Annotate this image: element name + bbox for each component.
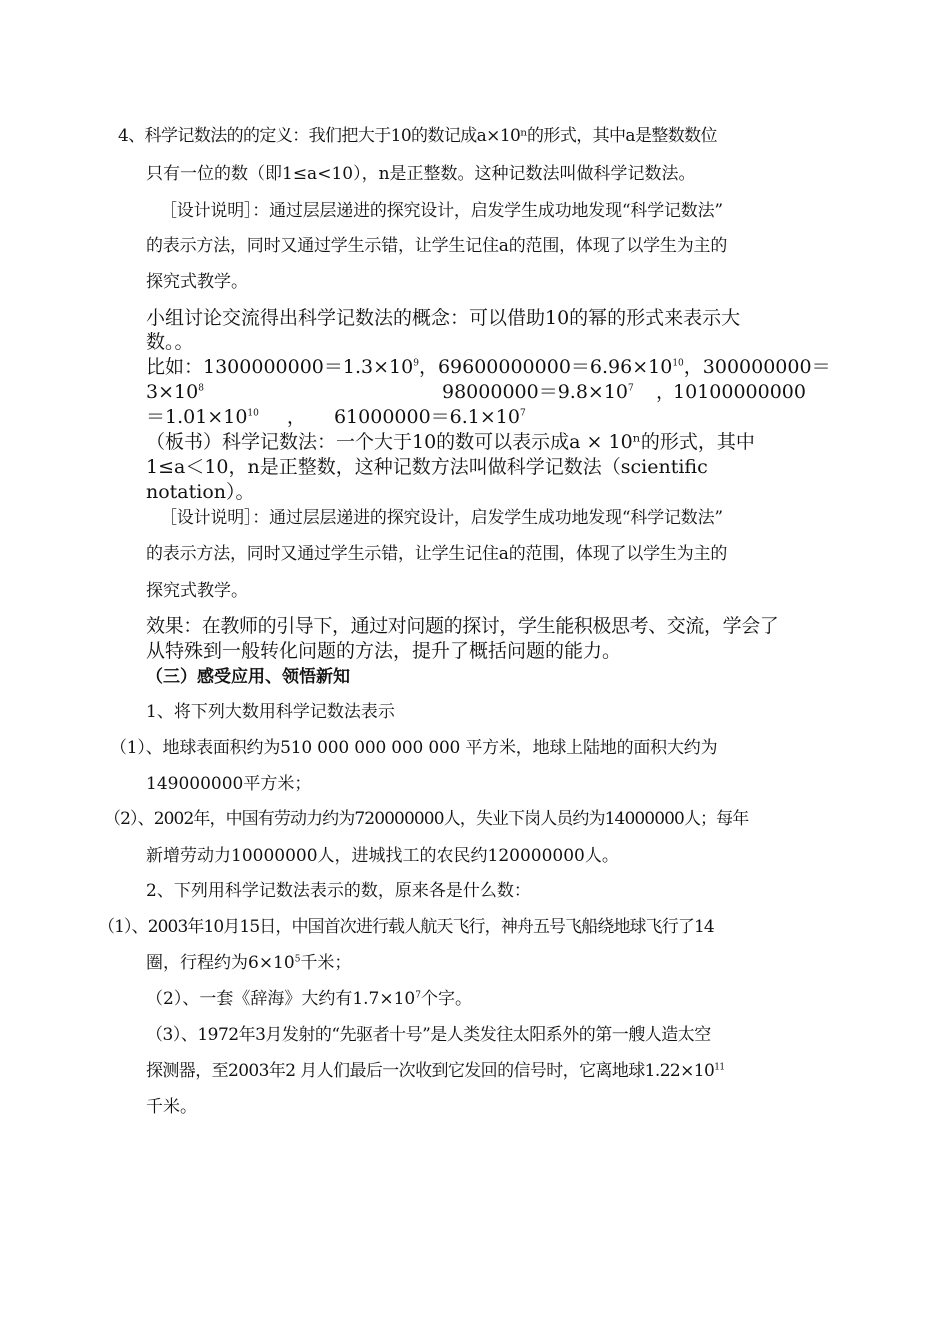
blackboard-line-2: 1≤a＜10，n是正整数，这种记数方法叫做科学记数法（scientific (146, 456, 708, 478)
example-line-2 (146, 381, 806, 403)
exercise-2-item-3-line-3: 千米。 (146, 1097, 197, 1117)
design-note-2-line-2: 的表示方法，同时又通过学生示错，让学生记住a的范围，体现了以学生为主的 (146, 544, 728, 564)
definition-line-2: 只有一位的数（即1≤a<10），n是正整数。这种记数法叫做科学记数法。 (146, 164, 696, 184)
separator: ， (683, 356, 703, 378)
example-2: ，69600000000＝6.96×10 (418, 356, 673, 378)
separator: ， (286, 406, 306, 428)
text: 圈，行程约为6×10 (146, 953, 295, 973)
text: （2）、一套《辞海》大约有1.7×10 (146, 989, 416, 1009)
exercise-1-item-2-line-2: 新增劳动力10000000人，进城找工的农民约120000000人。 (146, 846, 619, 866)
exercise-2-item-1-line-2 (146, 952, 351, 974)
effect-line-2: 从特殊到一般转化问题的方法，提升了概括问题的能力。 (146, 640, 622, 662)
exponent: 7 (520, 408, 526, 419)
design-note-line-2: 的表示方法，同时又通过学生示错，让学生记住a的范围，体现了以学生为主的 (146, 236, 728, 256)
design-note-line-3: 探究式教学。 (146, 272, 248, 292)
exercise-2-item-2 (146, 988, 472, 1010)
example-5-result: ＝1.01×10 (146, 406, 248, 428)
example-5: 10100000000 (673, 381, 806, 403)
exercise-1-heading: 1、将下列大数用科学记数法表示 (146, 702, 395, 722)
section-heading: （三）感受应用、领悟新知 (146, 667, 350, 687)
exercise-2-item-3-line-2 (146, 1060, 724, 1082)
exponent: 5 (294, 954, 301, 965)
separator: ， (656, 381, 676, 403)
example-line-3 (146, 406, 526, 428)
exponent: 11 (714, 1062, 725, 1073)
exponent: 10 (672, 358, 684, 369)
design-note-2-line-1: ［设计说明］：通过层层递进的探究设计，启发学生成功地发现“科学记数法” (160, 508, 723, 528)
example-line-1 (146, 356, 831, 378)
blackboard-line-3: notation）。 (146, 481, 255, 503)
example-3: 300000000＝ (702, 356, 831, 378)
exercise-2-item-3-line-1: （3）、1972年3月发射的“先驱者十号”是人类发往太阳系外的第一艘人造太空 (146, 1025, 711, 1045)
text: 探测器，至2003年2 月人们最后一次收到它发回的信号时，它离地球1.22×10 (146, 1061, 715, 1081)
exercise-1-item-1-line-1: （1）、地球表面积约为510 000 000 000 000 平方米，地球上陆地的面积大约为 (110, 738, 718, 758)
design-note-line-1: ［设计说明］：通过层层递进的探究设计，启发学生成功地发现“科学记数法” (160, 201, 723, 221)
exercise-1-item-2-line-1: （2）、2002年，中国有劳动力约为720000000人，失业下岗人员约为14000000人；每年 (104, 809, 749, 829)
definition-line-1: 4、科学记数法的的定义：我们把大于10的数记成a×10ⁿ的形式，其中a是整数数位 (118, 126, 717, 146)
example-4: 98000000＝9.8×10 (442, 381, 629, 403)
exercise-1-item-1-line-2: 149000000平方米； (146, 774, 312, 794)
exercise-2-heading: 2、下列用科学记数法表示的数，原来各是什么数： (146, 881, 531, 901)
example-6: 61000000＝6.1×10 (333, 406, 520, 428)
exponent: 8 (198, 383, 204, 394)
text: 个字。 (420, 989, 472, 1009)
text: 千米； (300, 953, 352, 973)
exponent: 9 (413, 358, 419, 369)
exponent: 10 (247, 408, 259, 419)
exercise-2-item-1-line-1: （1）、2003年10月15日，中国首次进行载人航天飞行，神舟五号飞船绕地球飞行了14 (98, 917, 714, 937)
exponent: 7 (628, 383, 634, 394)
effect-line-1: 效果：在教师的引导下，通过对问题的探讨，学生能积极思考、交流，学会了 (146, 615, 779, 637)
blackboard-line-1: （板书）科学记数法：一个大于10的数可以表示成a × 10ⁿ的形式，其中 (146, 431, 755, 453)
example-3-result: 3×10 (146, 381, 199, 403)
group-discussion-line-2: 数。。 (146, 331, 194, 353)
example-1: 比如：1300000000＝1.3×10 (146, 356, 414, 378)
design-note-2-line-3: 探究式教学。 (146, 581, 248, 601)
group-discussion-line-1: 小组讨论交流得出科学记数法的概念：可以借助10的幂的形式来表示大 (146, 307, 741, 329)
exponent: 7 (415, 990, 421, 1001)
